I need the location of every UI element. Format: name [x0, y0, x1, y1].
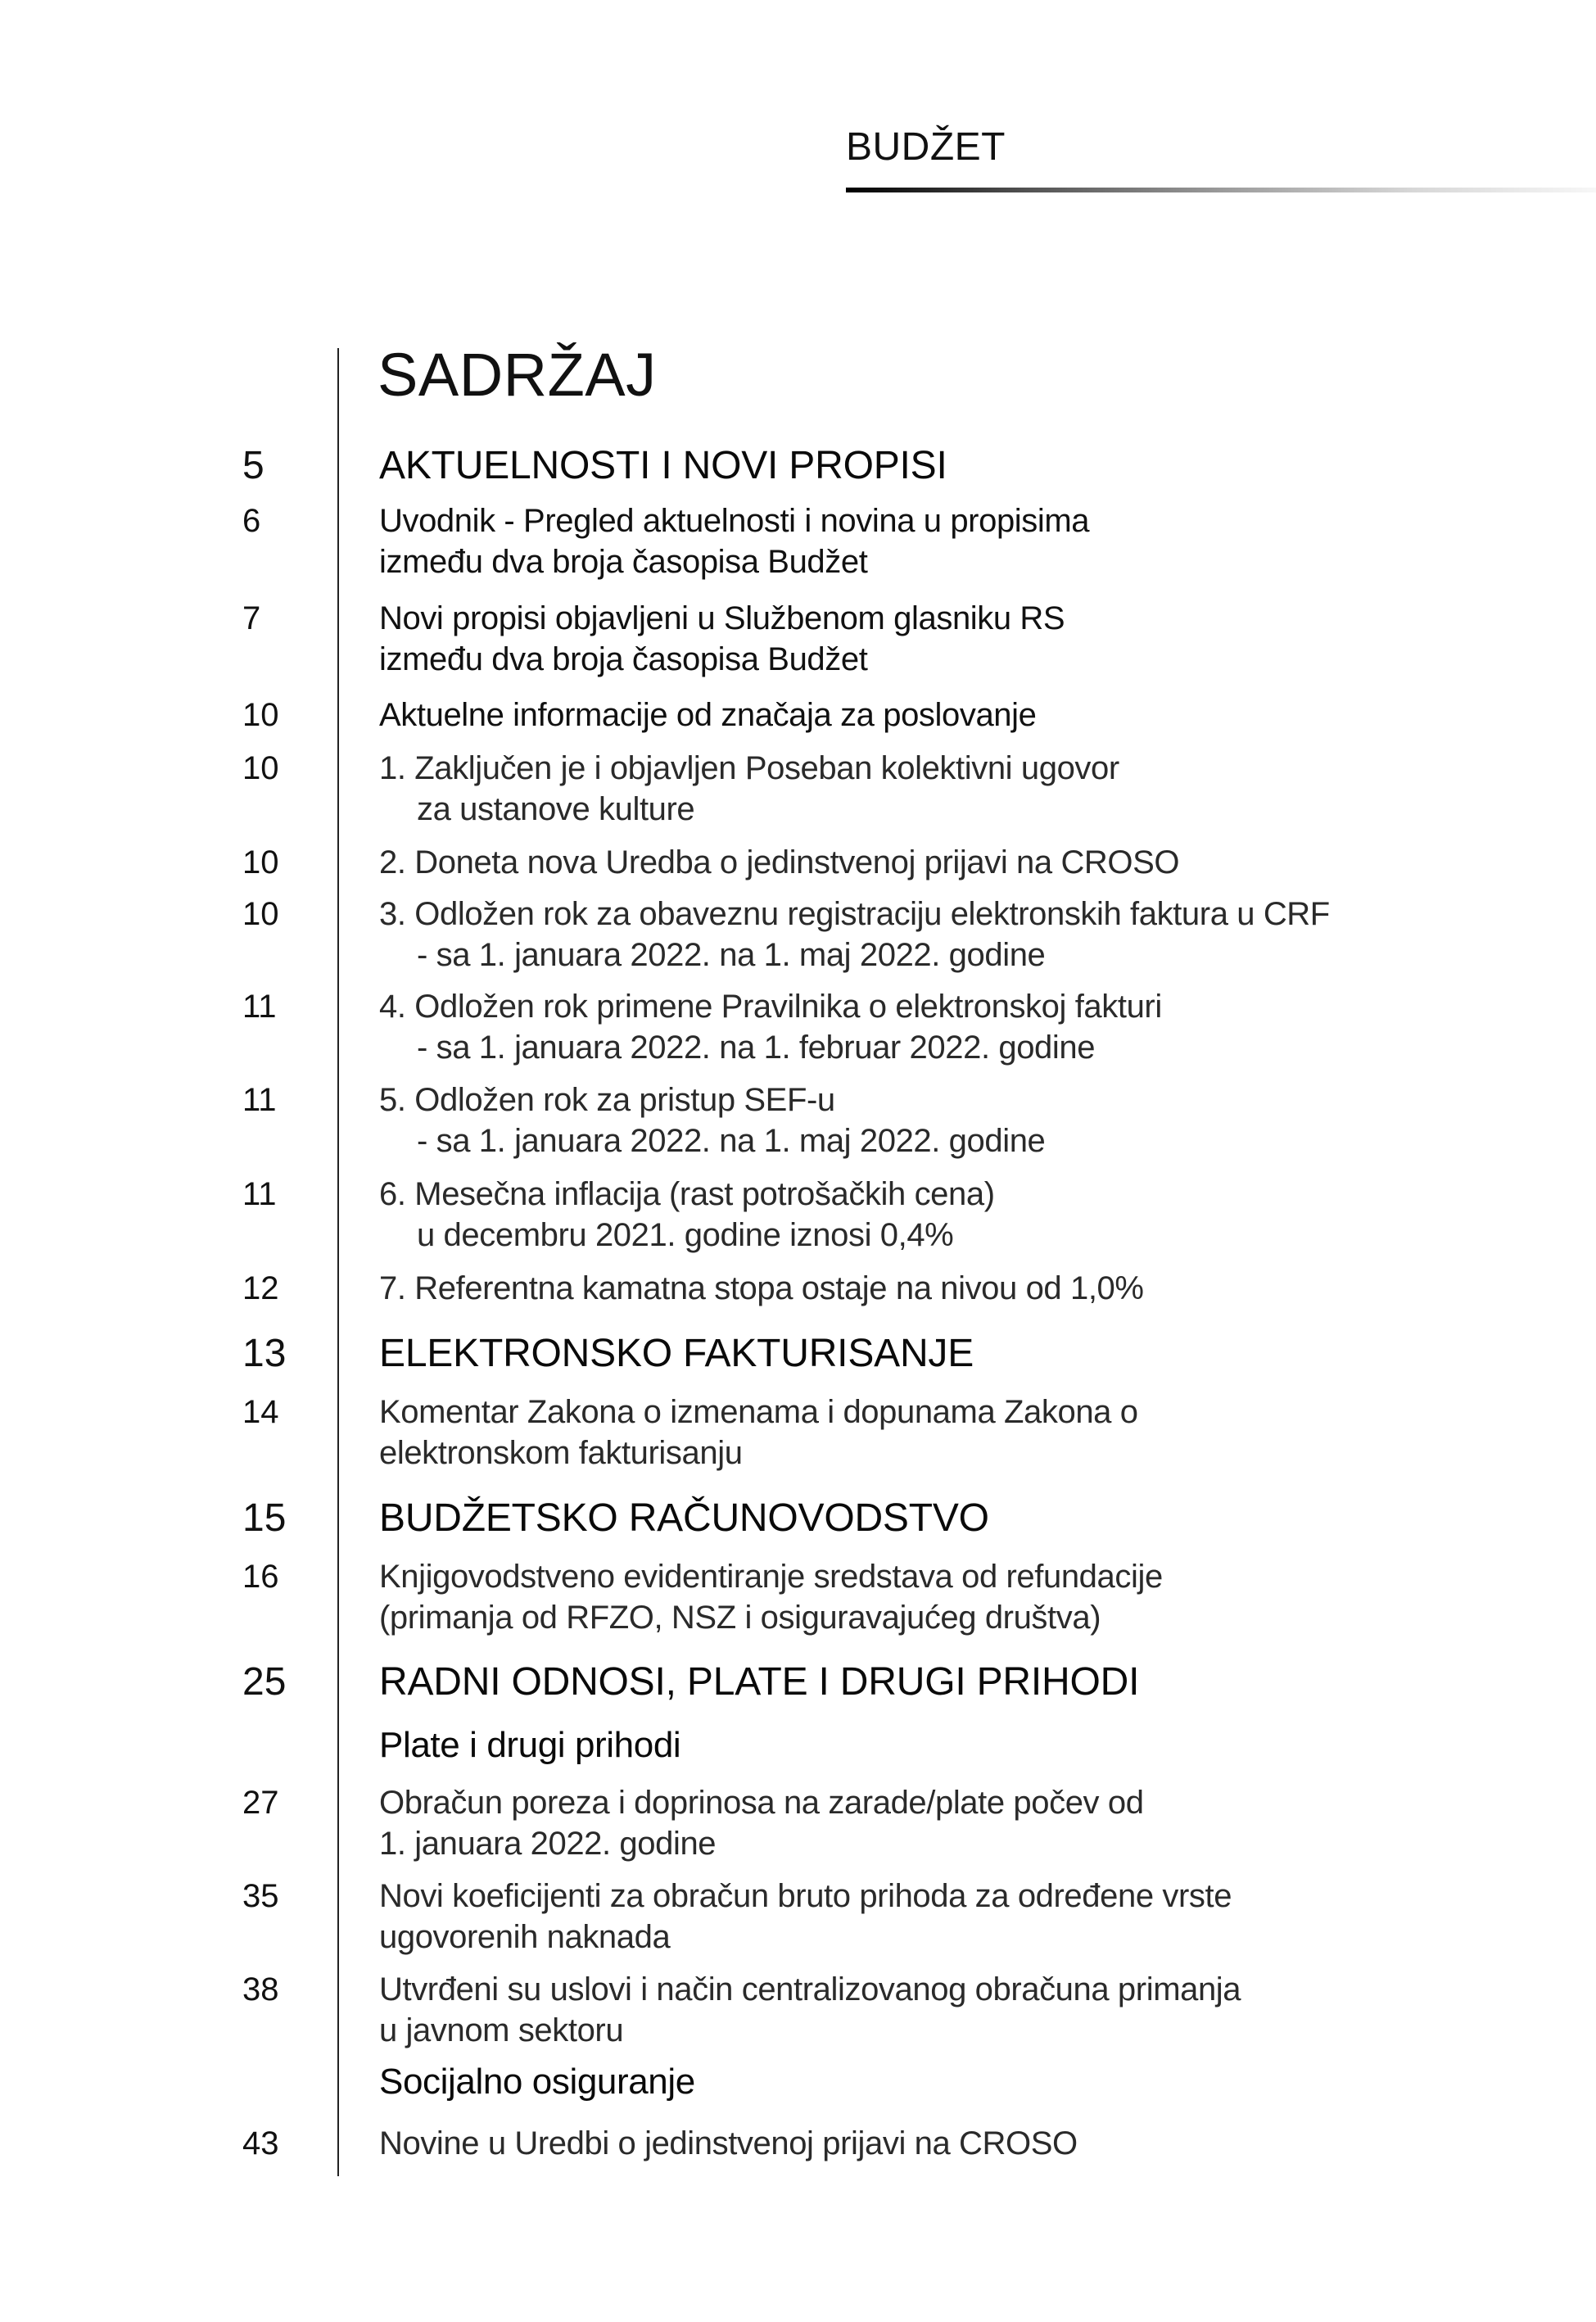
toc-title: SADRŽAJ [378, 341, 657, 409]
toc-entry-line: Novi propisi objavljeni u Službenom glasniku RS [379, 600, 1065, 636]
toc-entry-line: između dva broja časopisa Budžet [379, 543, 868, 580]
toc-entry-line: Socijalno osiguranje [379, 2062, 695, 2102]
toc-entry-line: Aktuelne informacije od značaja za poslovanje [379, 696, 1037, 733]
toc-entry-title [379, 1556, 1542, 1638]
toc-section-title [379, 1658, 1542, 1707]
toc-entry-title [379, 1080, 1542, 1161]
toc-entry-line: Knjigovodstveno evidentiranje sredstava od refundacije [379, 1558, 1163, 1595]
toc-page-number: 13 [242, 1331, 287, 1375]
toc-page-number: 11 [242, 988, 277, 1025]
toc-entry-line: 5. Odložen rok za pristup SEF-u [379, 1081, 835, 1118]
toc-entry-title [379, 1782, 1542, 1864]
toc-entry-line: Utvrđeni su uslovi i način centralizovanog obračuna primanja [379, 1971, 1241, 2007]
toc-entry-line: AKTUELNOSTI I NOVI PROPISI [379, 443, 947, 487]
toc-subheading-title [379, 1722, 1542, 1768]
toc-entry-title [379, 1876, 1542, 1958]
toc-entry-line: 1. januara 2022. godine [379, 1825, 717, 1862]
toc-section-title [379, 441, 1542, 491]
toc-entry-line: u javnom sektoru [379, 2012, 624, 2048]
toc-entry-title [379, 986, 1542, 1068]
toc-entry-line: 1. Zaključen je i objavljen Poseban kolektivni ugovor [379, 749, 1119, 786]
toc-entry-title [379, 1969, 1542, 2051]
toc-entry-line: - sa 1. januara 2022. na 1. februar 2022. godine [417, 1029, 1096, 1066]
toc-page-number: 5 [242, 443, 264, 487]
toc-page-number: 16 [242, 1558, 279, 1595]
toc-entry-title [379, 1174, 1542, 1256]
toc-page-number: 43 [242, 2125, 279, 2161]
toc-entry-line: 3. Odložen rok za obaveznu registraciju elektronskih faktura u CRF [379, 895, 1330, 932]
toc-entry-line: 4. Odložen rok primene Pravilnika o elektronskoj fakturi [379, 988, 1162, 1025]
toc-entry-title [379, 500, 1542, 582]
toc-section-title [379, 1329, 1542, 1378]
toc-entry-line: Plate i drugi prihodi [379, 1725, 681, 1766]
toc-entry-title [379, 695, 1542, 736]
toc-entry-line: BUDŽETSKO RAČUNOVODSTVO [379, 1496, 989, 1540]
toc-entry-line: Novi koeficijenti za obračun bruto prihoda za određene vrste [379, 1877, 1232, 1914]
toc-entry-line: Komentar Zakona o izmenama i dopunama Zakona o [379, 1393, 1138, 1430]
toc-section-title [379, 1494, 1542, 1543]
toc-page-number: 25 [242, 1659, 287, 1704]
toc-entry-line: 2. Doneta nova Uredba o jedinstvenoj prijavi na CROSO [379, 844, 1180, 880]
toc-entry-line: između dva broja časopisa Budžet [379, 640, 868, 677]
toc-page-number: 10 [242, 696, 279, 733]
toc-page-number: 11 [242, 1081, 277, 1118]
toc-page-number: 35 [242, 1877, 279, 1914]
toc-page-number: 12 [242, 1270, 279, 1306]
toc-entry-line: 7. Referentna kamatna stopa ostaje na nivou od 1,0% [379, 1270, 1144, 1306]
toc-entry-line: - sa 1. januara 2022. na 1. maj 2022. godine [417, 1122, 1046, 1159]
toc-page-number: 7 [242, 600, 261, 636]
toc-entry-title [379, 894, 1542, 975]
toc-page-number: 6 [242, 502, 261, 539]
toc-entry-title [379, 598, 1542, 680]
toc-entry-line: RADNI ODNOSI, PLATE I DRUGI PRIHODI [379, 1659, 1140, 1704]
toc-entry-title [379, 842, 1542, 883]
toc-entry-line: za ustanove kulture [417, 790, 695, 827]
toc-entry-title [379, 1268, 1542, 1309]
toc-entry-line: ELEKTRONSKO FAKTURISANJE [379, 1331, 974, 1375]
toc-page-number: 15 [242, 1496, 287, 1540]
toc-entry-title [379, 748, 1542, 830]
toc-page-number: 10 [242, 844, 279, 880]
toc-entry-line: Obračun poreza i doprinosa na zarade/plate počev od [379, 1784, 1144, 1821]
toc-entry-title [379, 2123, 1542, 2164]
toc-entry-line: elektronskom fakturisanju [379, 1434, 743, 1471]
toc-entry-line: ugovorenih naknada [379, 1918, 671, 1955]
toc-entry-line: u decembru 2021. godine iznosi 0,4% [417, 1216, 954, 1253]
toc-page-number: 10 [242, 749, 279, 786]
toc-entry-line: 6. Mesečna inflacija (rast potrošačkih cena) [379, 1175, 995, 1212]
toc-page-number: 27 [242, 1784, 279, 1821]
toc-divider-line [337, 348, 339, 2176]
toc-entry-line: Uvodnik - Pregled aktuelnosti i novina u propisima [379, 502, 1090, 539]
toc-entry-line: Novine u Uredbi o jedinstvenoj prijavi na CROSO [379, 2125, 1078, 2161]
running-header-title: BUDŽET [846, 125, 1006, 169]
toc-entry-line: (primanja od RFZO, NSZ i osiguravajućeg društva) [379, 1599, 1101, 1636]
toc-entry-line: - sa 1. januara 2022. na 1. maj 2022. godine [417, 936, 1046, 973]
toc-subheading-title [379, 2059, 1542, 2105]
toc-page-number: 38 [242, 1971, 279, 2007]
toc-page-number: 10 [242, 895, 279, 932]
toc-page-number: 14 [242, 1393, 279, 1430]
header-gradient-rule [846, 188, 1596, 192]
toc-entry-title [379, 1392, 1542, 1473]
toc-page-number: 11 [242, 1175, 277, 1212]
